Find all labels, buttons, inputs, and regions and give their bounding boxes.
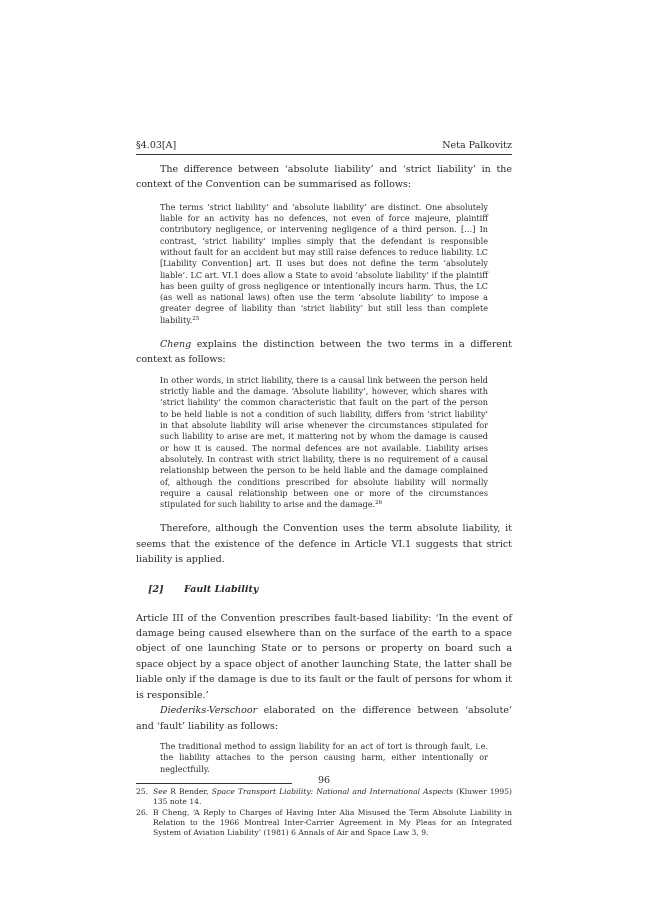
footnote-25-title: Space Transport Liability: National and International Aspects — [211, 786, 454, 796]
page-number: 96 — [317, 775, 331, 786]
paragraph-5 — [136, 703, 512, 734]
footnote-26 — [136, 808, 512, 838]
paragraph-5-text: elaborated on the difference between ‘absolute’ and ‘fault’ liability as follows: — [136, 705, 512, 732]
section-heading — [148, 584, 512, 595]
paragraph-3: Therefore, although the Convention uses the term absolute liability, it seems that the existence of the defence in Article VI.1 suggests that strict liability is applied. — [136, 523, 512, 566]
main-text — [136, 162, 512, 838]
heading-number: [2] — [148, 583, 164, 595]
block-quote-3: The traditional method to assign liability for an act of tort is through fault, i.e. the liability attaches to the person causing harm, either intentionally or neglectfully. — [160, 740, 488, 774]
paragraph-4: Article III of the Convention prescribes fault-based liability: ‘In the event of damage being caused elsewhere than on the surface of the earth to a space object of one launching State or to persons or property on board such a space object by a space object of another launching State, the latter shall be liable only if the damage is due to its fault or the fault of persons for whom it is responsible.’ — [136, 612, 512, 701]
block-quote-2 — [160, 375, 488, 511]
footnote-ref-26: 26 — [375, 500, 383, 507]
header-section: §4.03[A] — [136, 140, 177, 151]
footnote-26-text: B Cheng, ‘A Reply to Charges of Having Inter Alia Misused the Term Absolute Liability in Relation to the 1966 Montreal Inter-Carrier Agreement in My Pleas for an Integrated System of Aviation Liability’ (1981) 6 Annals of Air and Space Law 3, 9. — [153, 807, 512, 837]
paragraph-5-author: Diederiks-Verschoor — [160, 705, 258, 717]
running-header — [136, 140, 512, 155]
paragraph-2-author: Cheng — [160, 339, 192, 351]
footnote-25-see: See — [153, 786, 168, 796]
quote-2-text: In other words, in strict liability, there is a causal link between the person held strictly liable and the damage. ‘Absolute liability’, however, which shares with ‘strict liability’ the common characteristic that fault on the part of the person to be held liable is not a condition of such liability, differs from ‘strict liability’ in that absolute liability will arise whenever the circumstances stipulated for such liability to arise are met, it mattering not by whom the damage is caused or how it is caused. The normal defences are not available. Liability arises absolutely. In contrast with strict liability, there is no requirement of a causal relationship between the person to be held liable and the damage complained of, although the conditions prescribed for absolute liability will normally require a causal relationship between one or more of the circumstances stipulated for such liability to arise and the damage. — [160, 374, 488, 510]
footnote-25 — [136, 787, 512, 807]
paragraph-1: The difference between ‘absolute liability’ and ‘strict liability’ in the context of the Convention can be summarised as follows: — [136, 164, 512, 191]
heading-title: Fault Liability — [184, 583, 259, 595]
header-author: Neta Palkovitz — [442, 140, 512, 151]
block-quote-1 — [160, 202, 488, 326]
paragraph-2 — [136, 337, 512, 368]
footnote-25-number: 25. — [136, 786, 149, 796]
quote-1-text: The terms ‘strict liability’ and ‘absolute liability’ are distinct. One absolutely liable for an activity has no defences, not even of force majeure, plaintiff contributory negligence, or intervening negligence of a third person. […] In contrast, ‘strict liability’ implies simply that the defendant is responsible without fault for an accident but may still raise defences to reduce liability. LC [Liability Convention] art. II uses but does not define the term ‘absolutely liable’. LC art. VI.1 does allow a State to avoid ‘absolute liability’ if the plaintiff has been guilty of gross negligence or intentionally incurs harm. Thus, the LC (as well as national laws) often use the term ‘absolute liability’ to impose a greater degree of liability than ‘strict liability’ but still less than complete liability. — [160, 201, 488, 325]
footnote-25-author: R Bender, — [167, 786, 212, 796]
paragraph-2-text: explains the distinction between the two terms in a different context as follows: — [136, 339, 512, 366]
footnote-25-publisher: (Kluwer 1995) 135 note 14. — [153, 786, 512, 806]
footnote-ref-25: 25 — [192, 315, 200, 322]
footnote-25-text — [153, 787, 512, 807]
footnote-26-number: 26. — [136, 807, 149, 817]
